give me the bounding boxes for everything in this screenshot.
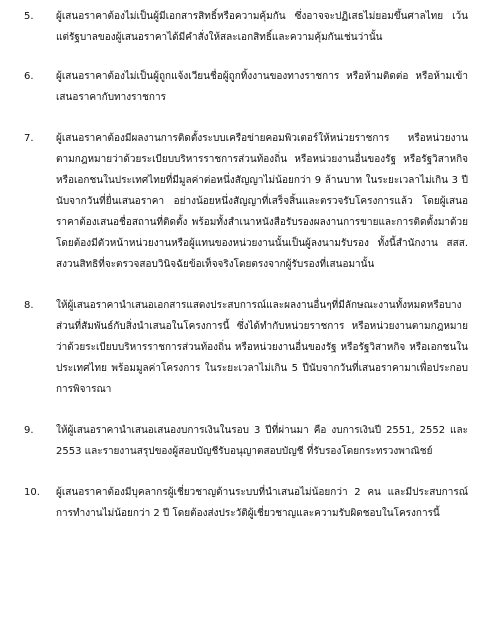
- item-number: 5.: [24, 11, 34, 22]
- item-text: ผู้เสนอราคาต้องมีผลงานการติดตั้งระบบเครือข่ายคอมพิวเตอร์ให้หน่วยราชการ หรือหน่วยงานตามกฎหมายว่าด้วยระเบียบบริหารราชการส่วนท้องถิ่น หรือหน่วยงานอื่นของรัฐ หรือรัฐวิสาหกิจ หรือเอกชนในประเทศไทยที่มีมูลค่าต่อหนึ่งสัญญาไม่น้อยกว่า 9 ล้านบาท ในระยะเวลาไม่เกิน 3 ปีนับจากวันที่ยื่นเสนอราคา อย่างน้อยหนึ่งสัญญาที่เสร็จสิ้นและตรวจรับโครงการแล้ว โดยผู้เสนอราคาต้องเสนอชื่อสถานที่ติดตั้ง พร้อมทั้งสำเนาหนังสือรับรองผลงานการขายและการติดตั้งมาด้วย โดยต้องมีตัวหน้าหน่วยงานหรือผู้แทนของหน่วยงานนั้นเป็นผู้ลงนามรับรอง ทั้งนี้สำนักงาน สสส. สงวนสิทธิที่จะตรวจสอบวินิจฉัยข้อเท็จจริงโดยตรงจากผู้รับรองที่เสนอมานั้น: [56, 133, 468, 270]
- item-text: ผู้เสนอราคาต้องไม่เป็นผู้ถูกแจ้งเวียนชื่อผู้ถูกทิ้งงานของทางราชการ หรือห้ามติดต่อ หรือห้ามเข้าเสนอราคากับทางราชการ: [56, 71, 468, 103]
- item-number: 10.: [24, 487, 40, 498]
- item-number: 7.: [24, 133, 34, 144]
- item-number: 8.: [24, 300, 34, 311]
- list-item: [24, 295, 468, 400]
- item-text: ให้ผู้เสนอราคานำเสนอเอกสารแสดงประสบการณ์และผลงานอื่นๆที่มีลักษณะงานทั้งหมดหรือบางส่วนที่สัมพันธ์กับสิ่งนำเสนอในโครงการนี้ ซึ่งได้ทำกับหน่วยราชการ หรือหน่วยงานตามกฎหมายว่าด้วยระเบียบบริหารราชการส่วนท้องถิ่น หรือหน่วยงานอื่นของรัฐ หรือรัฐวิสาหกิจ หรือเอกชนในประเทศไทย พร้อมมูลค่าโครงการ ในระยะเวลาไม่เกิน 5 ปีนับจากวันที่เสนอราคามาเพื่อประกอบการพิจารณา: [56, 300, 468, 395]
- list-item: [24, 420, 468, 462]
- item-number: 6.: [24, 71, 34, 82]
- item-text: ให้ผู้เสนอราคานำเสนอเสนองบการเงินในรอบ 3 ปีที่ผ่านมา คือ งบการเงินปี 2551, 2552 และ 2553 และรายงานสรุปของผู้สอบบัญชีรับอนุญาตสอบบัญชี ที่รับรองโดยกระทรวงพาณิชย์: [56, 425, 468, 457]
- list-item: [24, 66, 468, 108]
- item-text: ผู้เสนอราคาต้องมีบุคลากรผู้เชี่ยวชาญด้านระบบที่นำเสนอไม่น้อยกว่า 2 คน และมีประสบการณ์การทำงานไม่น้อยกว่า 2 ปี โดยต้องส่งประวัติผู้เชี่ยวชาญและความรับผิดชอบในโครงการนี้: [56, 487, 468, 519]
- list-item: [24, 6, 468, 48]
- item-number: 9.: [24, 425, 34, 436]
- list-item: [24, 482, 468, 524]
- list-item: [24, 128, 468, 275]
- item-text: ผู้เสนอราคาต้องไม่เป็นผู้มีเอกสารสิทธิ์หรือความคุ้มกัน ซึ่งอาจจะปฏิเสธไม่ยอมขึ้นศาลไทย เว้นแต่รัฐบาลของผู้เสนอราคาได้มีคำสั่งให้สละเอกสิทธิ์และความคุ้มกันเช่นว่านั้น: [56, 11, 468, 43]
